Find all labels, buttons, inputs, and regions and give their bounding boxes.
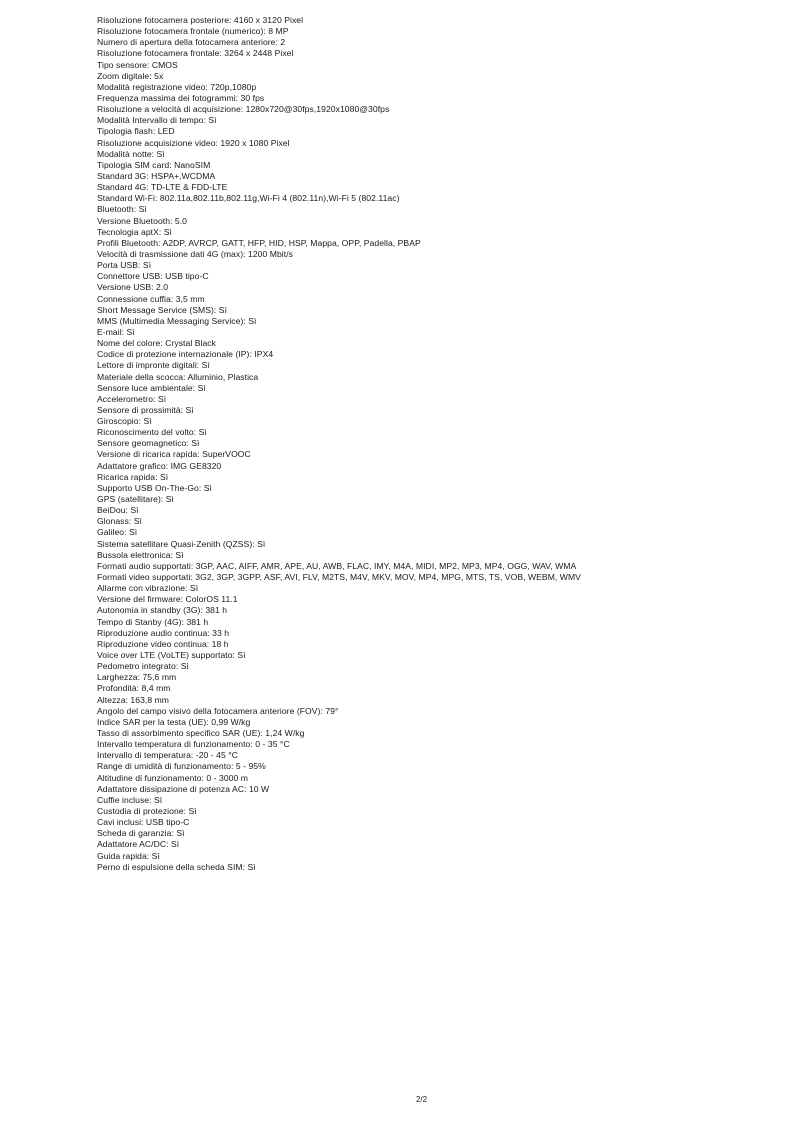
spec-line: Glonass: Sì [97,516,142,527]
spec-line: Standard Wi-Fi: 802.11a,802.11b,802.11g,Wi-Fi 4 (802.11n),Wi-Fi 5 (802.11ac) [97,193,400,204]
spec-line: Formati audio supportati: 3GP, AAC, AIFF, AMR, APE, AU, AWB, FLAC, IMY, M4A, MIDI, MP2, MP3, MP4, OGG, WAV, WMA [97,560,577,571]
spec-line: Risoluzione fotocamera frontale: 3264 x 2448 Pixel [97,48,294,59]
spec-line: Tecnologia aptX: Sì [97,226,172,237]
spec-line: Perno di espulsione della scheda SIM: Sì [97,861,256,872]
spec-line: BeiDou: Sì [97,505,139,516]
spec-line: Altezza: 163,8 mm [97,694,170,705]
spec-line: Tipo sensore: CMOS [97,59,178,70]
spec-line: Risoluzione acquisizione video: 1920 x 1080 Pixel [97,137,290,148]
spec-line: Nome del colore: Crystal Black [97,338,216,349]
spec-line: Larghezza: 75,6 mm [97,672,177,683]
spec-line: Tasso di assorbimento specifico SAR (UE): 1,24 W/kg [97,728,305,738]
spec-line: Guida rapida: Sì [97,850,160,861]
spec-line: MMS (Multimedia Messaging Service): Sì [97,315,257,326]
spec-line: Connettore USB: USB tipo-C [97,271,209,282]
spec-line: Riconoscimento del volto: Sì [97,427,207,438]
spec-line: Sensore di prossimità: Sì [97,404,194,415]
spec-line: Porta USB: Sì [97,260,152,271]
spec-line: Sensore luce ambientale: Sì [97,382,206,393]
spec-line: Range di umidità di funzionamento: 5 - 95% [97,761,266,772]
spec-line: Cavi inclusi: USB tipo-C [97,817,190,828]
spec-line: Sensore geomagnetico: Sì [97,438,200,449]
spec-line: Custodia di protezione: Sì [97,805,197,816]
spec-line: Autonomia in standby (3G): 381 h [97,605,228,616]
spec-line: Connessione cuffia: 3,5 mm [97,293,205,304]
spec-line: Materiale della scocca: Alluminio, Plastica [97,371,259,382]
spec-line: Adattatore grafico: IMG GE8320 [97,460,222,471]
spec-line: Zoom digitale: 5x [97,70,164,81]
spec-line: Tempo di Stanby (4G): 381 h [97,616,209,627]
spec-line: E-mail: Sì [97,326,135,337]
spec-line: Modalità registrazione video: 720p,1080p [97,81,257,92]
spec-line: Versione del firmware: ColorOS 11.1 [97,594,238,605]
page-number: 2/2 [415,1095,428,1104]
spec-line: GPS (satellitare): Sì [97,494,174,505]
spec-list [97,15,777,873]
spec-line: Riproduzione audio continua: 33 h [97,627,230,638]
spec-line: Bluetooth: Sì [97,204,147,215]
spec-line: Codice di protezione internazionale (IP): IPX4 [97,349,274,360]
spec-line: Adattatore dissipazione di potenza AC: 10 W [97,783,270,794]
spec-line: Riproduzione video continua: 18 h [97,638,229,649]
spec-line: Adattatore AC/DC: Sì [97,839,180,850]
spec-line: Allarme con vibrazione: Sì [97,583,199,594]
spec-line: Supporto USB On-The-Go: Sì [97,482,212,493]
spec-line: Tipologia flash: LED [97,126,175,137]
spec-line: Tipologia SIM card: NanoSIM [97,159,211,170]
spec-line: Cuffie incluse: Sì [97,794,163,805]
spec-line: Velocità di trasmissione dati 4G (max): 1200 Mbit/s [97,248,293,259]
spec-line: Accelerometro: Sì [97,393,167,404]
spec-line: Formati video supportati: 3G2, 3GP, 3GPP, ASF, AVI, FLV, M2TS, M4V, MKV, MOV, MP4, MPG, MTS, TS, VOB, WEBM, WMV [97,572,581,583]
spec-line: Risoluzione fotocamera frontale (numerico): 8 MP [97,26,289,37]
spec-line: Ricarica rapida: Sì [97,471,169,482]
spec-line: Giroscopio: Sì [97,416,152,427]
spec-line: Intervallo temperatura di funzionamento: 0 - 35 °C [97,739,290,750]
spec-line: Standard 4G: TD-LTE & FDD-LTE [97,182,228,193]
spec-line: Pedometro integrato: Sì [97,661,189,672]
spec-line: Risoluzione fotocamera posteriore: 4160 x 3120 Pixel [97,15,304,25]
spec-line: Galileo: Sì [97,527,138,538]
spec-line: Intervallo di temperatura: -20 - 45 °C [97,750,238,761]
spec-line: Profili Bluetooth: A2DP, AVRCP, GATT, HFP, HID, HSP, Mappa, OPP, Padella, PBAP [97,237,421,248]
spec-line: Risoluzione a velocità di acquisizione: 1280x720@30fps,1920x1080@30fps [97,104,390,115]
spec-line: Bussola elettronica: Sì [97,549,184,560]
spec-line: Modalità notte: Sì [97,148,165,159]
spec-line: Indice SAR per la testa (UE): 0,99 W/kg [97,716,251,727]
spec-line: Versione di ricarica rapida: SuperVOOC [97,449,251,460]
spec-line: Modalità Intervallo di tempo: Sì [97,115,217,126]
spec-line: Versione USB: 2.0 [97,282,169,293]
spec-line: Numero di apertura della fotocamera anteriore: 2 [97,37,286,48]
spec-line: Lettore di impronte digitali: Sì [97,360,210,371]
spec-line: Standard 3G: HSPA+,WCDMA [97,170,216,181]
spec-line: Angolo del campo visivo della fotocamera anteriore (FOV): 79° [97,705,339,716]
spec-line: Sistema satellitare Quasi-Zenith (QZSS): Sì [97,538,266,549]
spec-line: Frequenza massima dei fotogrammi: 30 fps [97,92,265,103]
spec-line: Altitudine di funzionamento: 0 - 3000 m [97,772,248,783]
spec-line: Voice over LTE (VoLTE) supportato: Sì [97,650,246,661]
spec-line: Versione Bluetooth: 5.0 [97,215,188,226]
spec-line: Scheda di garanzia: Sì [97,828,185,839]
spec-line: Profondità: 8,4 mm [97,683,171,694]
spec-line: Short Message Service (SMS): Sì [97,304,228,315]
